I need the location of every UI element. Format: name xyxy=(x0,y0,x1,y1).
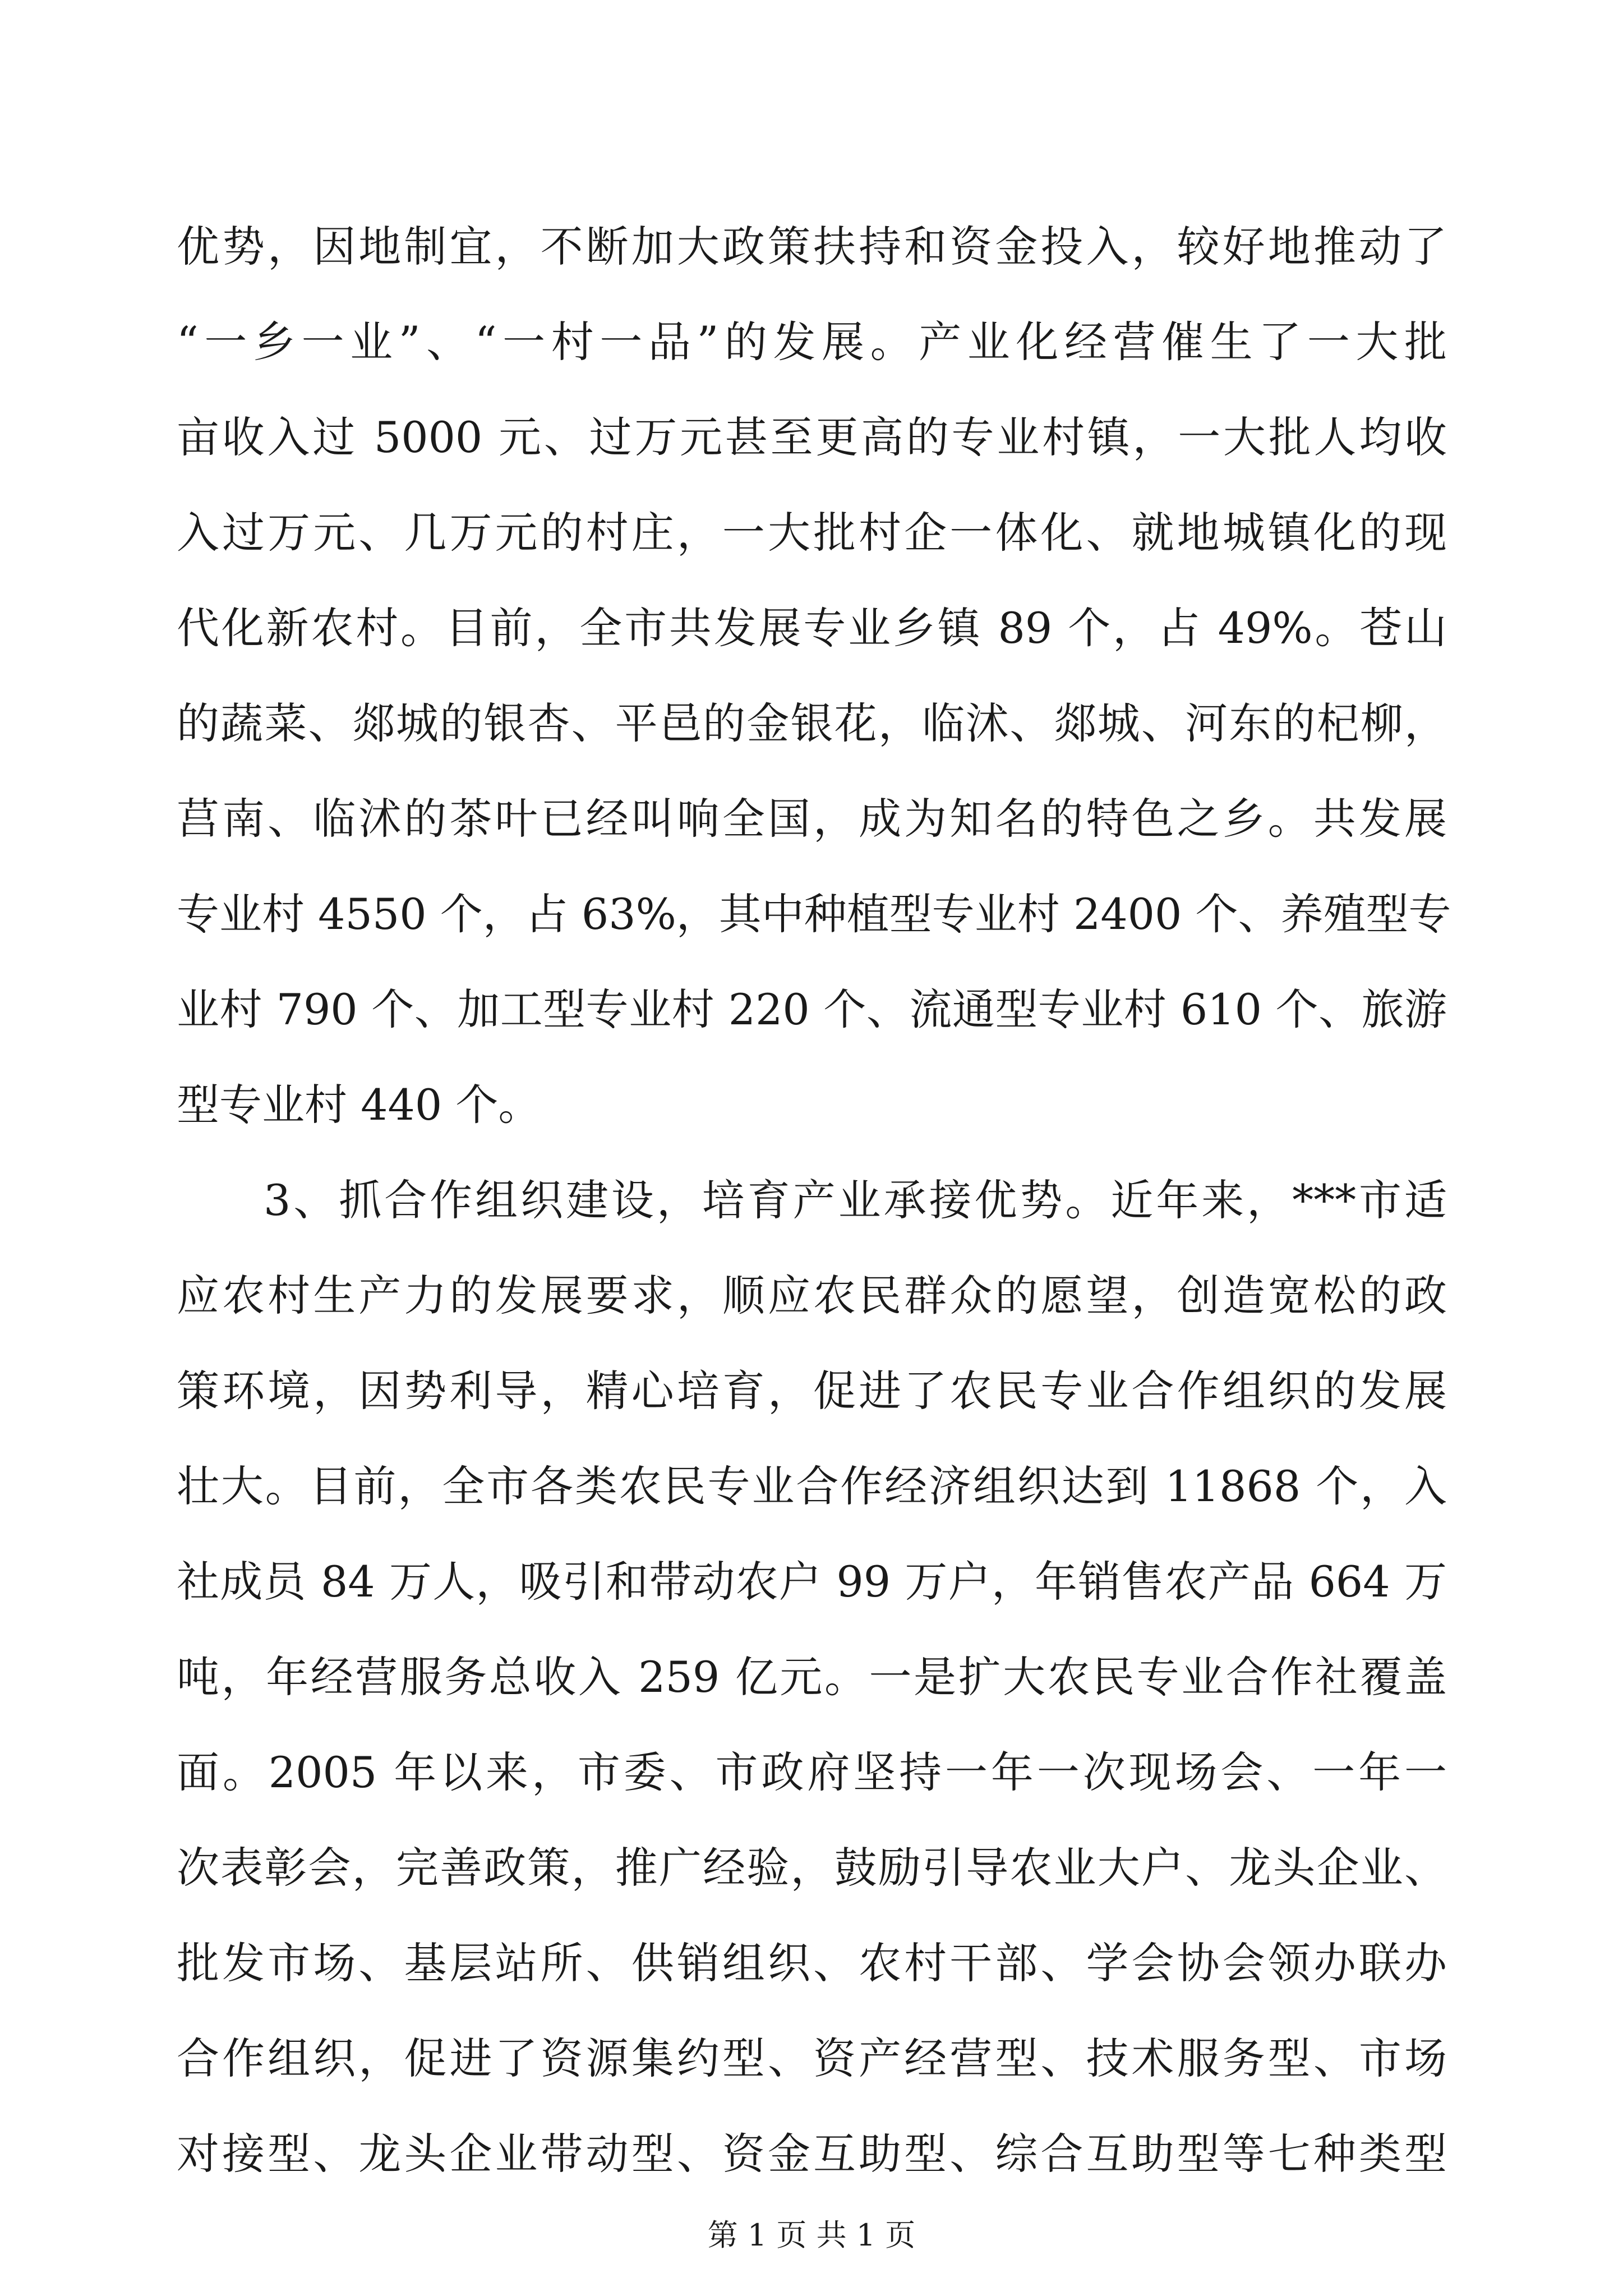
body-text-line: 吨，年经营服务总收入 259 亿元。一是扩大农民专业合作社覆盖 xyxy=(177,1652,1447,1702)
paragraph-first-line: 3、抓合作组织建设，培育产业承接优势。近年来，***市适 xyxy=(264,1175,1447,1225)
body-text-line: 应农村生产力的发展要求，顺应农民群众的愿望，创造宽松的政 xyxy=(177,1271,1447,1320)
body-text-line: 次表彰会，完善政策，推广经验，鼓励引导农业大户、龙头企业、 xyxy=(177,1843,1447,1893)
body-text-line: 优势，因地制宜，不断加大政策扶持和资金投入，较好地推动了 xyxy=(177,222,1447,272)
body-text-line: 业村 790 个、加工型专业村 220 个、流通型专业村 610 个、旅游 xyxy=(177,984,1447,1034)
body-text-line: 批发市场、基层站所、供销组织、农村干部、学会协会领办联办 xyxy=(177,1938,1447,1988)
body-text-line: 莒南、临沭的茶叶已经叫响全国，成为知名的特色之乡。共发展 xyxy=(177,794,1447,844)
body-text-line: 型专业村 440 个。 xyxy=(177,1080,541,1130)
body-text-line: 入过万元、几万元的村庄，一大批村企一体化、就地城镇化的现 xyxy=(177,508,1447,558)
body-text-line: 社成员 84 万人，吸引和带动农户 99 万户，年销售农产品 664 万 xyxy=(177,1557,1447,1607)
body-text-line: 策环境，因势利导，精心培育，促进了农民专业合作组织的发展 xyxy=(177,1366,1447,1416)
body-text-line: 专业村 4550 个，占 63%，其中种植型专业村 2400 个、养殖型专 xyxy=(177,889,1451,939)
body-text-line: 代化新农村。目前，全市共发展专业乡镇 89 个，占 49%。苍山 xyxy=(177,603,1447,653)
body-text-line: 面。2005 年以来，市委、市政府坚持一年一次现场会、一年一 xyxy=(177,1747,1447,1797)
body-text-line: 亩收入过 5000 元、过万元甚至更高的专业村镇，一大批人均收 xyxy=(177,412,1447,462)
page-number-footer: 第 1 页 共 1 页 xyxy=(707,2217,916,2253)
body-text-line: 壮大。目前，全市各类农民专业合作经济组织达到 11868 个，入 xyxy=(177,1461,1447,1511)
body-text-line: 合作组织，促进了资源集约型、资产经营型、技术服务型、市场 xyxy=(177,2033,1447,2083)
body-text-line: 的蔬菜、郯城的银杏、平邑的金银花，临沭、郯城、河东的杞柳， xyxy=(177,698,1447,748)
body-text-line: 对接型、龙头企业带动型、资金互助型、综合互助型等七种类型 xyxy=(177,2129,1447,2179)
body-text-line: “一乡一业”、“一村一品”的发展。产业化经营催生了一大批 xyxy=(177,317,1447,367)
